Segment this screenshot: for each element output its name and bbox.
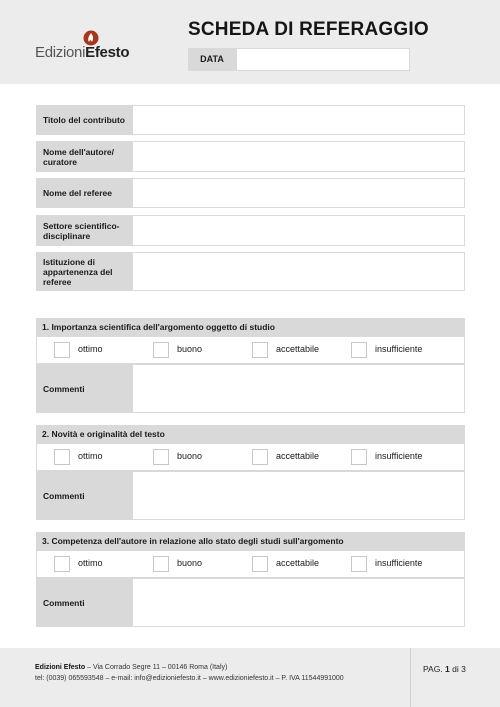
field-label: Settore scientifico-disciplinare	[37, 216, 133, 245]
page-current: 1	[445, 664, 450, 674]
checkbox[interactable]	[252, 556, 268, 572]
page-suffix: di 3	[449, 664, 466, 674]
date-row	[188, 48, 410, 71]
footer-address	[35, 664, 227, 671]
option-label: accettabile	[276, 451, 320, 461]
footer-divider	[410, 648, 411, 707]
page-header	[0, 0, 500, 84]
option-label: insufficiente	[375, 344, 423, 354]
checkbox[interactable]	[153, 342, 169, 358]
option-label: accettabile	[276, 558, 320, 568]
evaluation-section-1	[36, 318, 465, 413]
comments-field[interactable]	[36, 578, 465, 627]
option-label: insufficiente	[375, 558, 423, 568]
checkbox[interactable]	[351, 449, 367, 465]
section-title: 2. Novità e originalità del testo	[36, 425, 465, 444]
rating-options	[36, 337, 465, 364]
option-label: buono	[177, 344, 203, 354]
field-label: Nome dell'autore/ curatore	[37, 142, 133, 171]
page-number	[423, 664, 466, 674]
field-label: Nome del referee	[37, 179, 133, 207]
date-label: DATA	[188, 48, 236, 71]
checkbox[interactable]	[153, 449, 169, 465]
field-istituzione[interactable]	[36, 252, 465, 291]
field-label: Titolo del contributo	[37, 106, 133, 134]
comments-field[interactable]	[36, 471, 465, 520]
logo-text-bold: Efesto	[85, 44, 130, 61]
field-autore[interactable]	[36, 141, 465, 172]
comments-label: Commenti	[37, 365, 133, 412]
field-referee[interactable]	[36, 178, 465, 208]
publisher-logo	[35, 30, 135, 66]
checkbox[interactable]	[54, 556, 70, 572]
document-title: SCHEDA DI REFERAGGIO	[188, 19, 429, 40]
checkbox[interactable]	[252, 342, 268, 358]
rating-options	[36, 444, 465, 471]
footer-contacts: tel: (0039) 065593548 – e-mail: info@edizioniefesto.it – www.edizioniefesto.it – P. IVA 11544991000	[35, 675, 344, 682]
checkbox[interactable]	[351, 556, 367, 572]
section-title: 3. Competenza dell'autore in relazione allo stato degli studi sull'argomento	[36, 532, 465, 551]
field-titolo[interactable]	[36, 105, 465, 135]
checkbox[interactable]	[54, 342, 70, 358]
section-title: 1. Importanza scientifica dell'argomento oggetto di studio	[36, 318, 465, 337]
page-prefix: PAG.	[423, 664, 446, 674]
rating-options	[36, 551, 465, 578]
evaluation-section-2	[36, 425, 465, 520]
field-settore[interactable]	[36, 215, 465, 246]
comments-field[interactable]	[36, 364, 465, 413]
comments-label: Commenti	[37, 579, 133, 626]
option-label: ottimo	[78, 451, 103, 461]
comments-label: Commenti	[37, 472, 133, 519]
date-field[interactable]	[236, 48, 410, 71]
option-label: ottimo	[78, 344, 103, 354]
evaluation-section-3	[36, 532, 465, 627]
option-label: insufficiente	[375, 451, 423, 461]
checkbox[interactable]	[54, 449, 70, 465]
logo-text-light: Edizioni	[35, 44, 86, 61]
footer-address-text: – Via Corrado Segre 11 – 00146 Roma (Italy)	[85, 664, 228, 671]
option-label: buono	[177, 451, 203, 461]
option-label: ottimo	[78, 558, 103, 568]
field-label: Istituzione di appartenenza del referee	[37, 253, 133, 290]
checkbox[interactable]	[351, 342, 367, 358]
checkbox[interactable]	[252, 449, 268, 465]
checkbox[interactable]	[153, 556, 169, 572]
page-footer	[0, 648, 500, 707]
footer-company: Edizioni Efesto	[35, 664, 86, 671]
option-label: accettabile	[276, 344, 320, 354]
option-label: buono	[177, 558, 203, 568]
